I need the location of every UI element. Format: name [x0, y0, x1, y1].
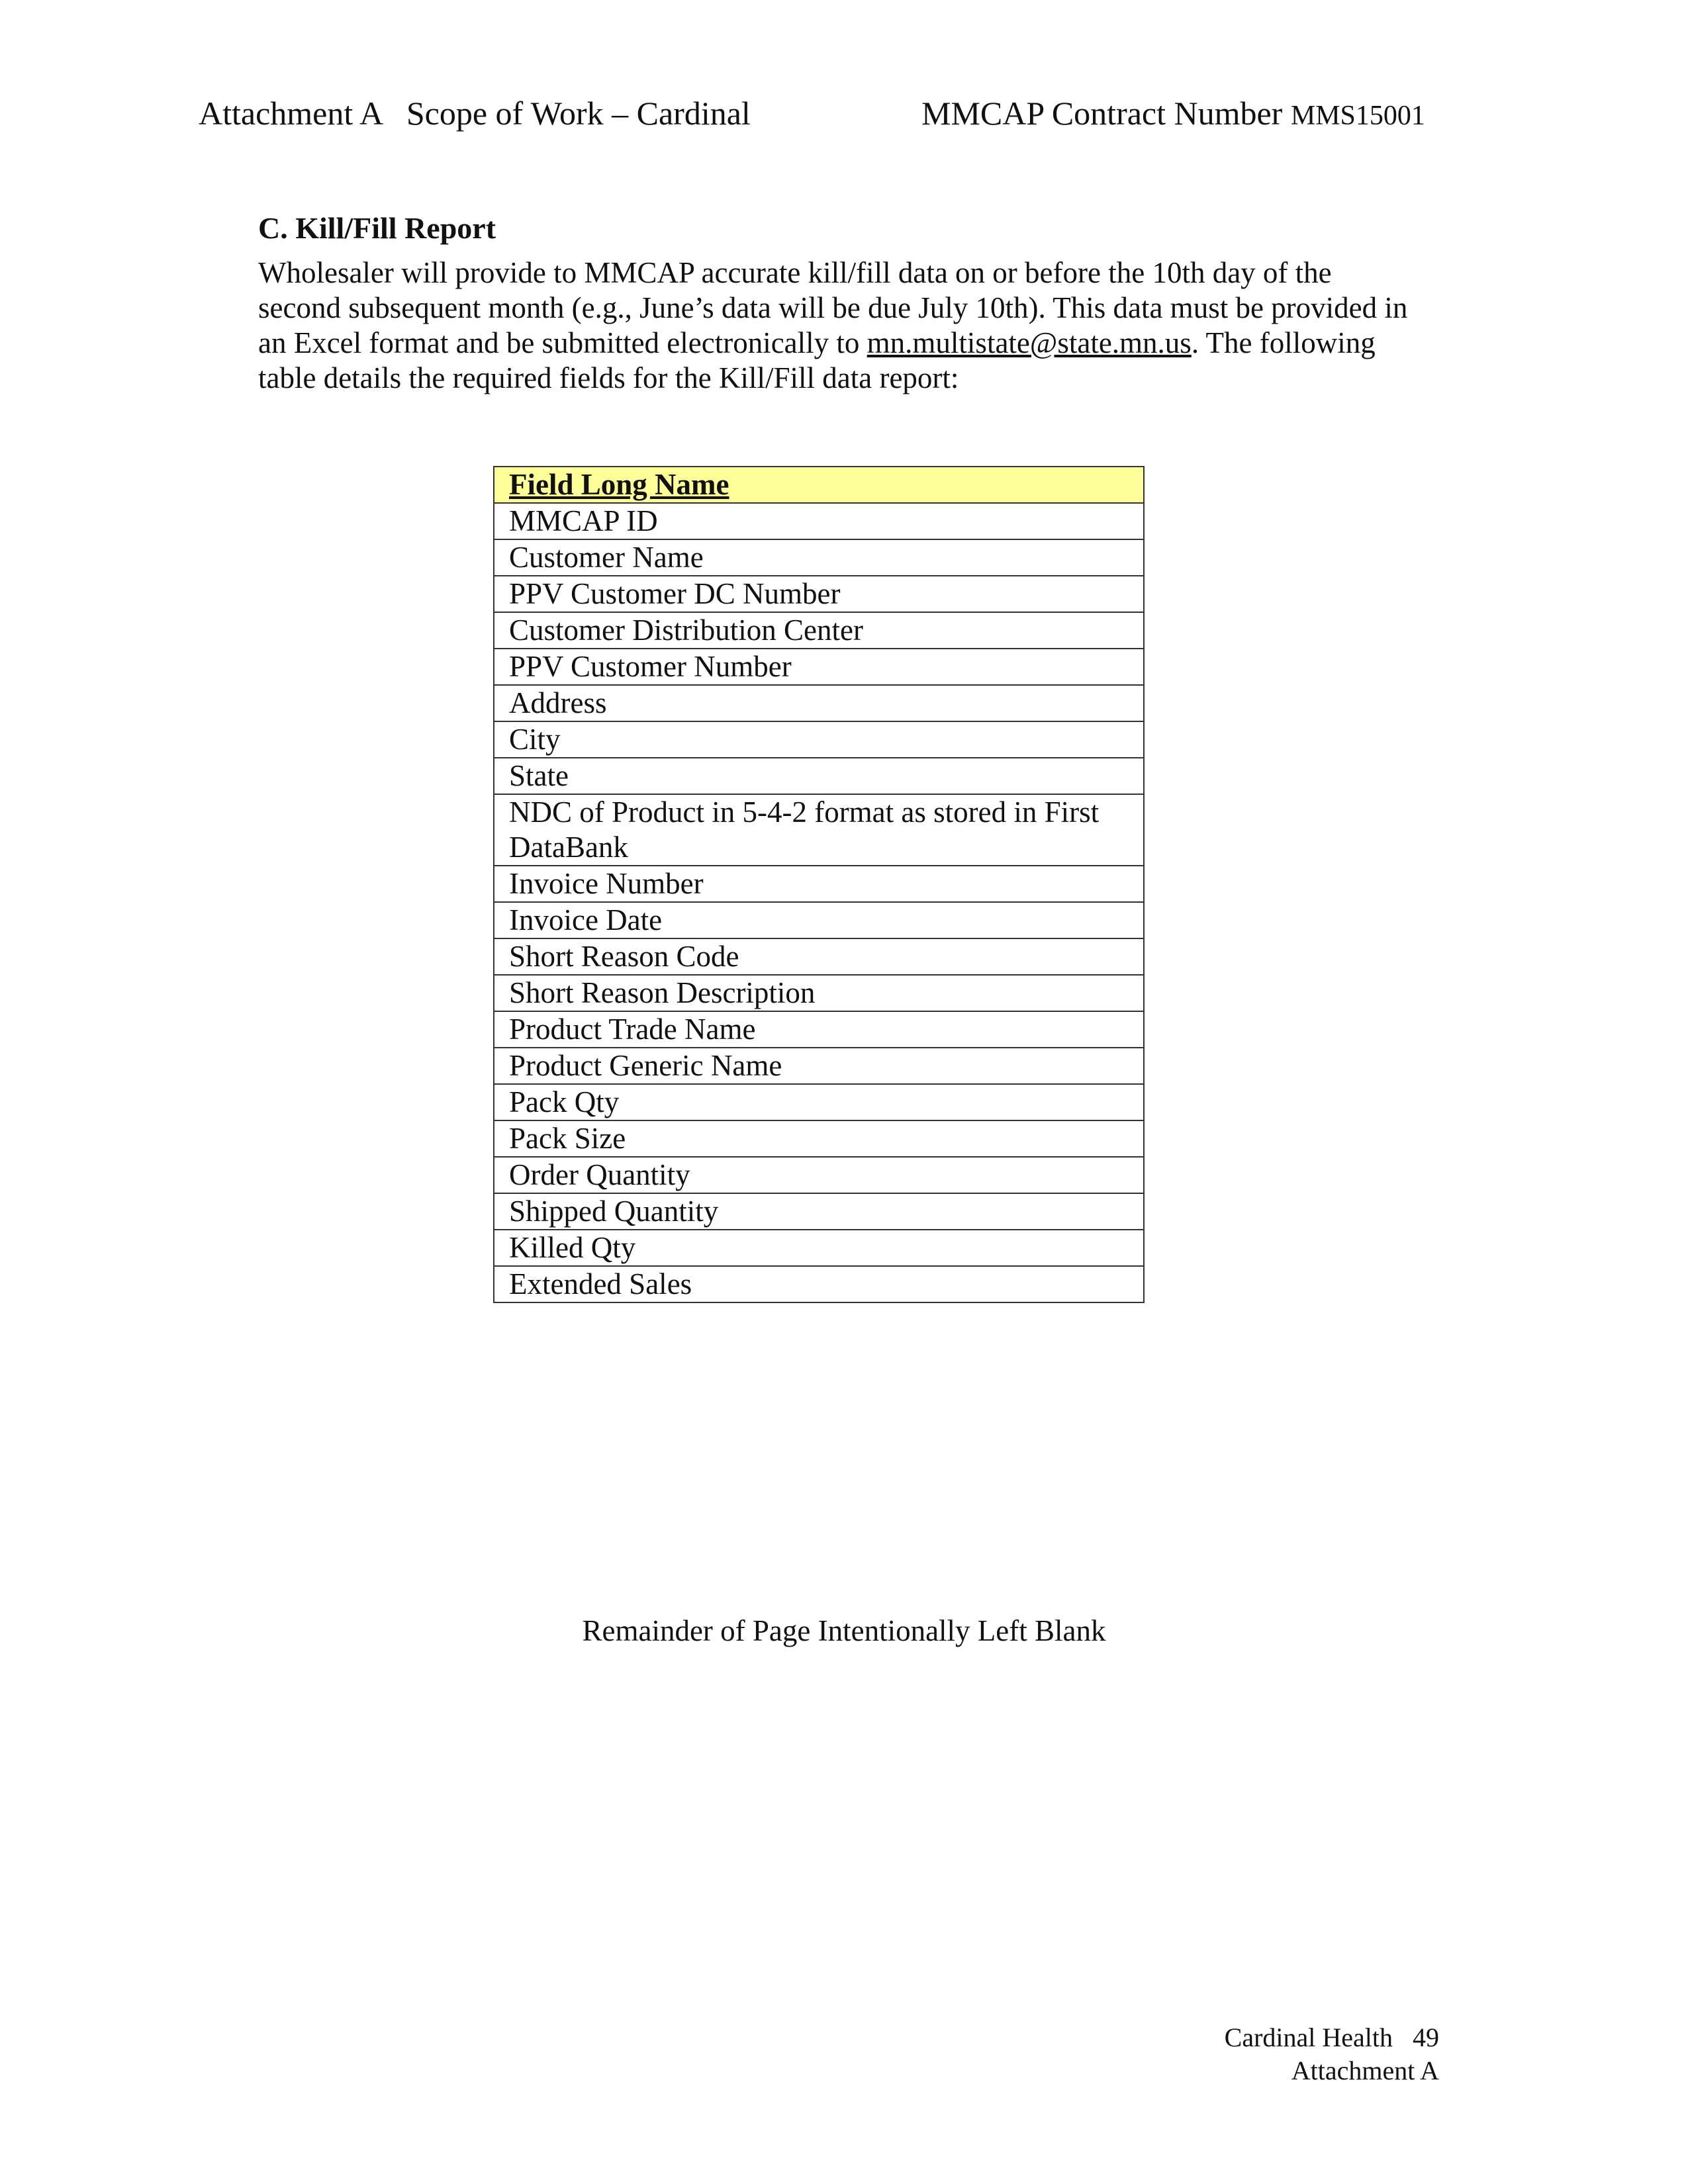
- table-cell: Pack Qty: [494, 1084, 1144, 1120]
- blank-page-note: Remainder of Page Intentionally Left Blank: [582, 1614, 1106, 1647]
- table-cell: Invoice Date: [494, 902, 1144, 938]
- intro-paragraph: [258, 255, 1450, 396]
- table-header-row: [494, 467, 1144, 503]
- table-row: [494, 649, 1144, 685]
- table-row: [494, 1120, 1144, 1157]
- table-row: [494, 1157, 1144, 1193]
- table-row: [494, 866, 1144, 902]
- table-header-cell: Field Long Name: [494, 467, 1144, 503]
- table-cell: Extended Sales: [494, 1266, 1144, 1302]
- table-cell: Shipped Quantity: [494, 1193, 1144, 1230]
- table-row: [494, 1193, 1144, 1230]
- footer-company-page: Cardinal Health 49: [1224, 2023, 1439, 2052]
- table-row: [494, 938, 1144, 975]
- header-document-title: Attachment A Scope of Work – Cardinal: [199, 95, 751, 132]
- table-row: [494, 576, 1144, 612]
- table-row: [494, 1084, 1144, 1120]
- table-row: [494, 685, 1144, 721]
- table-cell: MMCAP ID: [494, 503, 1144, 539]
- table-row: [494, 1011, 1144, 1048]
- table-cell: PPV Customer DC Number: [494, 576, 1144, 612]
- table-cell: NDC of Product in 5-4-2 format as stored in First DataBank: [494, 794, 1144, 866]
- intro-line-4: table details the required fields for the Kill/Fill data report:: [258, 361, 959, 394]
- intro-line-3: [258, 326, 1450, 361]
- table-cell: Order Quantity: [494, 1157, 1144, 1193]
- table-cell: State: [494, 758, 1144, 794]
- table-cell: Product Generic Name: [494, 1048, 1144, 1084]
- table-row: [494, 1230, 1144, 1266]
- intro-line-3-after: . The following: [1191, 326, 1376, 359]
- table-row: [494, 975, 1144, 1011]
- table-cell: Customer Distribution Center: [494, 612, 1144, 649]
- table-cell: Customer Name: [494, 539, 1144, 576]
- table-row: [494, 902, 1144, 938]
- email-link[interactable]: mn.multistate@state.mn.us: [867, 326, 1192, 359]
- table-body: [494, 503, 1144, 1302]
- table-cell: Product Trade Name: [494, 1011, 1144, 1048]
- table-cell: Pack Size: [494, 1120, 1144, 1157]
- table-cell: Invoice Number: [494, 866, 1144, 902]
- fields-table: [493, 466, 1145, 1303]
- table-row: [494, 1048, 1144, 1084]
- table-cell: City: [494, 721, 1144, 758]
- table-row: [494, 503, 1144, 539]
- header-contract: [921, 97, 1425, 130]
- table-cell: Short Reason Description: [494, 975, 1144, 1011]
- footer-attachment: Attachment A: [1291, 2056, 1439, 2085]
- table-cell: Killed Qty: [494, 1230, 1144, 1266]
- intro-line-2: second subsequent month (e.g., June’s data will be due July 10th). This data must be provided in: [258, 291, 1408, 324]
- table-row: [494, 794, 1144, 866]
- contract-label: MMCAP Contract Number: [921, 95, 1283, 132]
- footer: [1225, 2021, 1439, 2087]
- intro-line-1: Wholesaler will provide to MMCAP accurate kill/fill data on or before the 10th day of the: [258, 256, 1332, 289]
- table-row: [494, 721, 1144, 758]
- table-cell: Address: [494, 685, 1144, 721]
- table-row: [494, 758, 1144, 794]
- section-title: C. Kill/Fill Report: [258, 211, 496, 245]
- table-cell: PPV Customer Number: [494, 649, 1144, 685]
- intro-line-3-text: an Excel format and be submitted electronically to: [258, 326, 867, 359]
- table-row: [494, 612, 1144, 649]
- table-row: [494, 1266, 1144, 1302]
- contract-number: MMS15001: [1290, 101, 1425, 131]
- table-row: [494, 539, 1144, 576]
- table-cell: Short Reason Code: [494, 938, 1144, 975]
